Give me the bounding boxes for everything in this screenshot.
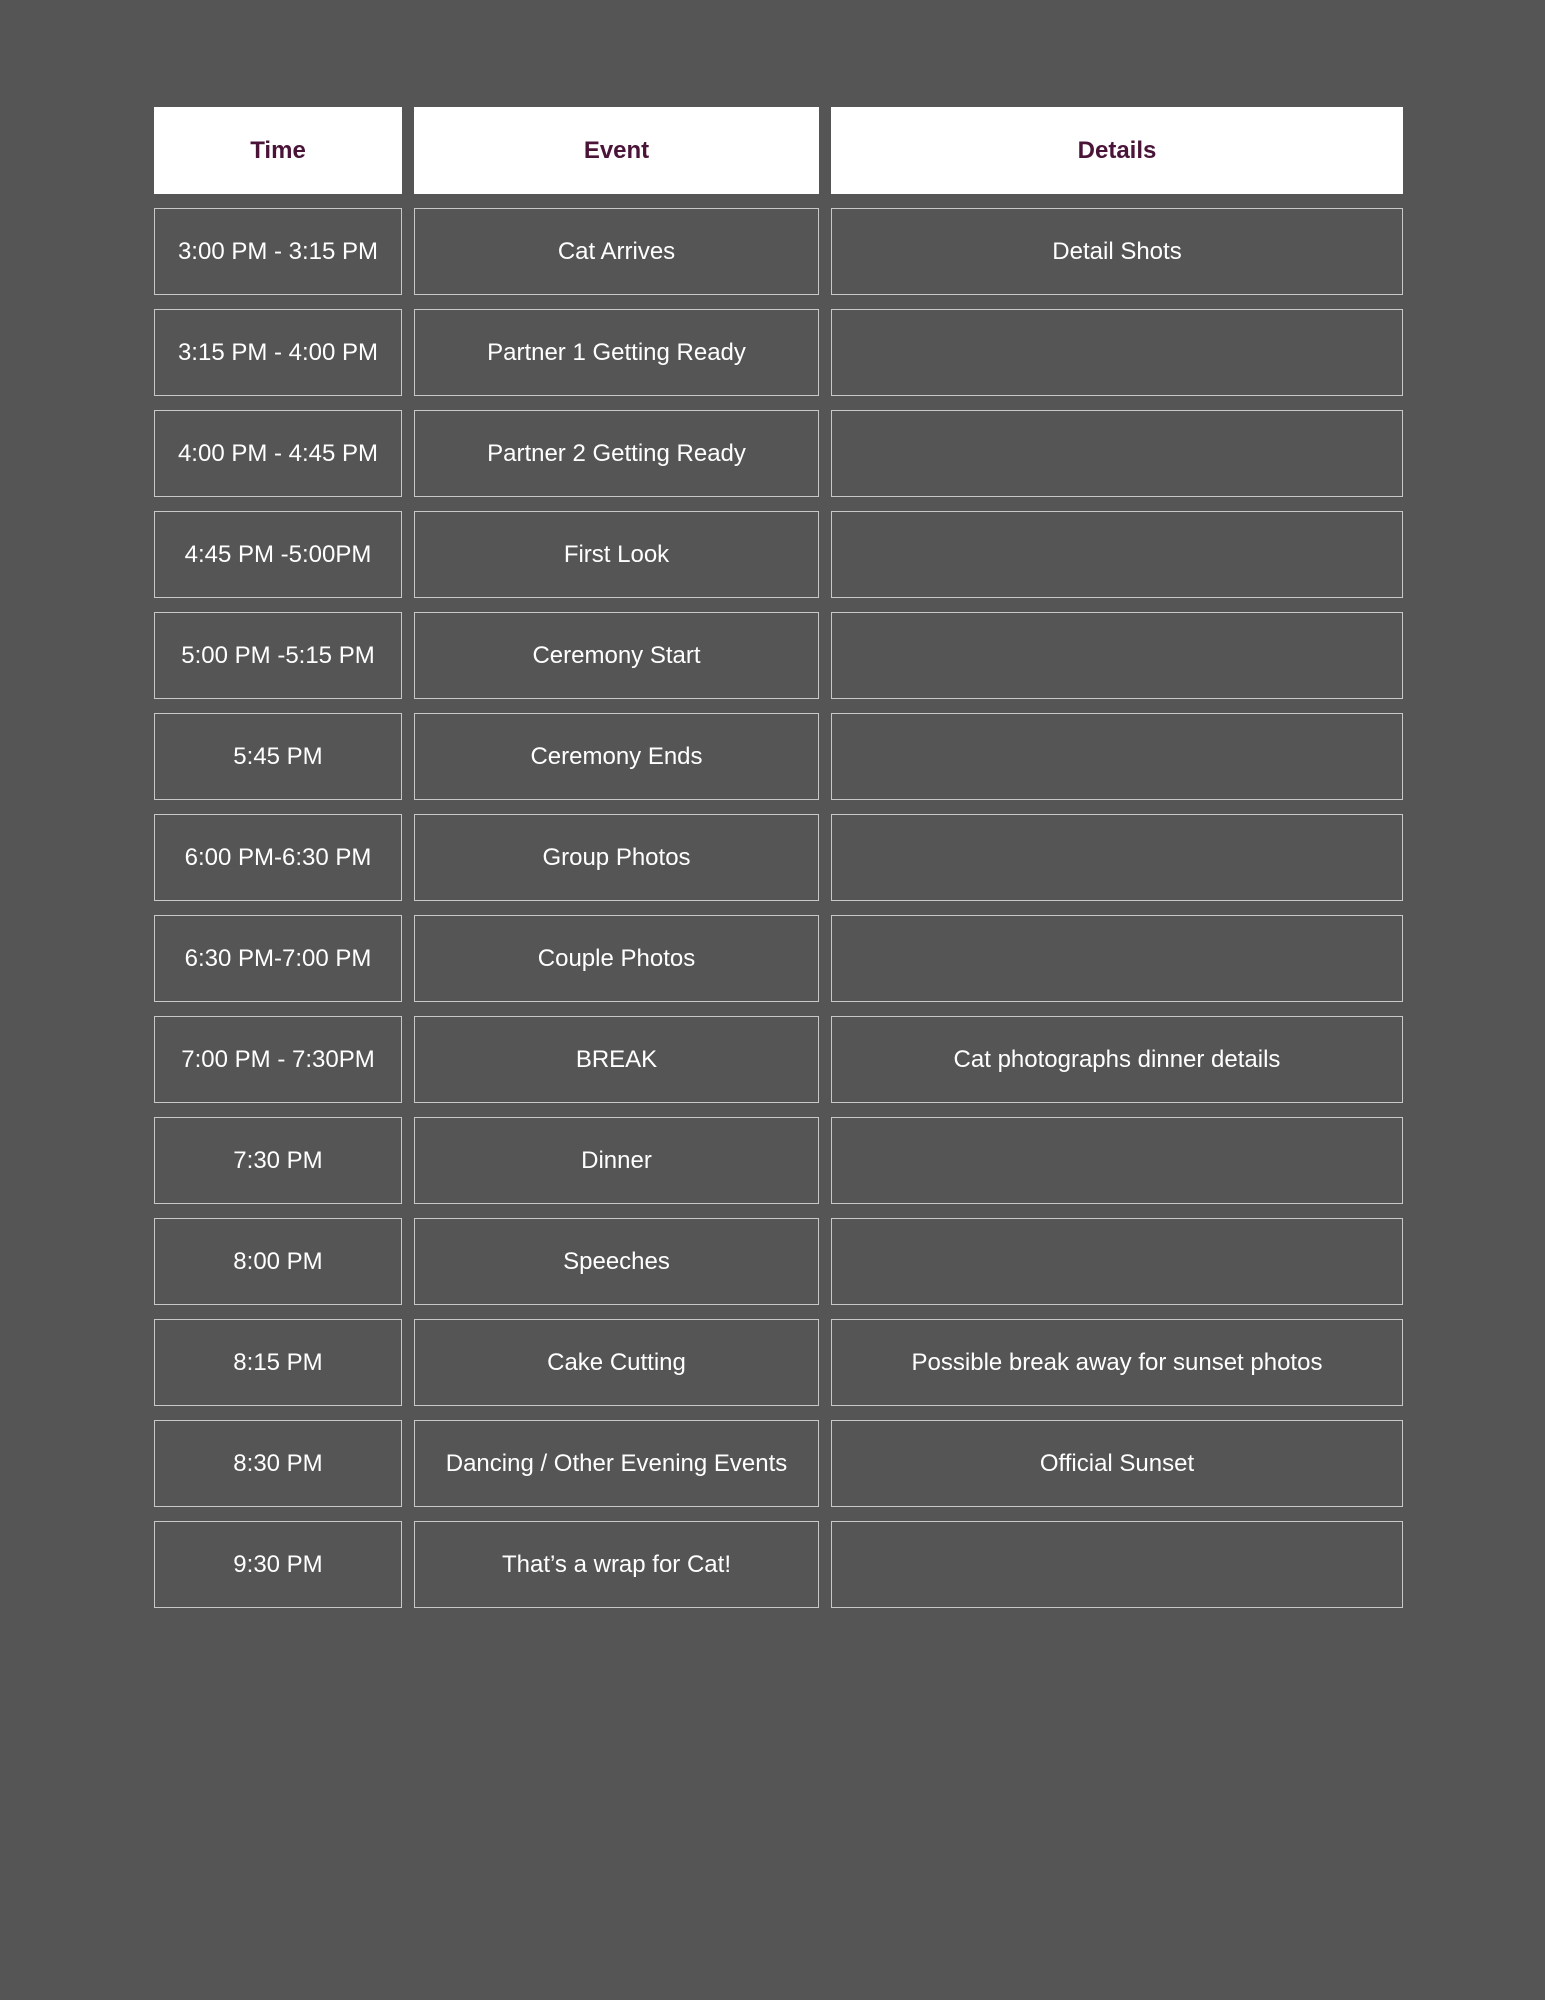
cell-event: BREAK <box>414 1016 819 1103</box>
cell-details: Possible break away for sunset photos <box>831 1319 1403 1406</box>
cell-time: 3:15 PM - 4:00 PM <box>154 309 402 396</box>
cell-time: 8:00 PM <box>154 1218 402 1305</box>
cell-details: Detail Shots <box>831 208 1403 295</box>
timeline-table <box>154 107 1403 1608</box>
cell-event: Partner 2 Getting Ready <box>414 410 819 497</box>
cell-event: Speeches <box>414 1218 819 1305</box>
cell-details <box>831 1521 1403 1608</box>
cell-details <box>831 915 1403 1002</box>
cell-event: Ceremony Start <box>414 612 819 699</box>
cell-event: Couple Photos <box>414 915 819 1002</box>
cell-event: Cat Arrives <box>414 208 819 295</box>
cell-event: Dinner <box>414 1117 819 1204</box>
cell-time: 4:45 PM -5:00PM <box>154 511 402 598</box>
cell-event: Group Photos <box>414 814 819 901</box>
cell-time: 3:00 PM - 3:15 PM <box>154 208 402 295</box>
cell-details <box>831 814 1403 901</box>
cell-time: 7:30 PM <box>154 1117 402 1204</box>
cell-details <box>831 713 1403 800</box>
cell-event: Partner 1 Getting Ready <box>414 309 819 396</box>
cell-time: 7:00 PM - 7:30PM <box>154 1016 402 1103</box>
cell-event: First Look <box>414 511 819 598</box>
cell-details <box>831 612 1403 699</box>
header-details: Details <box>831 107 1403 194</box>
cell-details <box>831 1218 1403 1305</box>
cell-time: 4:00 PM - 4:45 PM <box>154 410 402 497</box>
cell-event: Dancing / Other Evening Events <box>414 1420 819 1507</box>
cell-details <box>831 410 1403 497</box>
cell-event: That’s a wrap for Cat! <box>414 1521 819 1608</box>
cell-details: Official Sunset <box>831 1420 1403 1507</box>
cell-time: 8:15 PM <box>154 1319 402 1406</box>
cell-time: 9:30 PM <box>154 1521 402 1608</box>
cell-event: Cake Cutting <box>414 1319 819 1406</box>
cell-details <box>831 511 1403 598</box>
cell-time: 5:45 PM <box>154 713 402 800</box>
header-event: Event <box>414 107 819 194</box>
cell-event: Ceremony Ends <box>414 713 819 800</box>
cell-time: 8:30 PM <box>154 1420 402 1507</box>
cell-details <box>831 309 1403 396</box>
cell-time: 6:00 PM-6:30 PM <box>154 814 402 901</box>
cell-details: Cat photographs dinner details <box>831 1016 1403 1103</box>
cell-details <box>831 1117 1403 1204</box>
cell-time: 5:00 PM -5:15 PM <box>154 612 402 699</box>
cell-time: 6:30 PM-7:00 PM <box>154 915 402 1002</box>
header-time: Time <box>154 107 402 194</box>
